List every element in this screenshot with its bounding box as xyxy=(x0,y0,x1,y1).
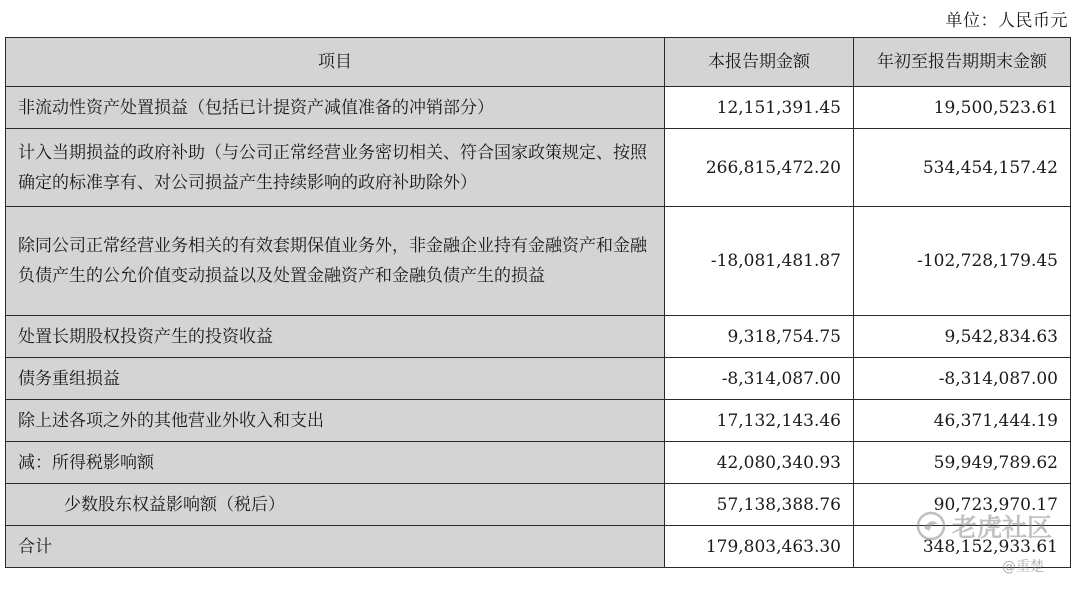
table-row xyxy=(6,207,1071,316)
table-row xyxy=(6,400,1071,442)
row-ytd: 19,500,523.61 xyxy=(854,87,1071,129)
non-recurring-items-table xyxy=(5,37,1071,568)
row-ytd: 348,152,933.61 xyxy=(854,526,1071,568)
row-current-period: -18,081,481.87 xyxy=(665,207,854,316)
row-item: 除上述各项之外的其他营业外收入和支出 xyxy=(6,400,665,442)
row-current-period: 179,803,463.30 xyxy=(665,526,854,568)
row-current-period: 42,080,340.93 xyxy=(665,442,854,484)
row-item: 减：所得税影响额 xyxy=(6,442,665,484)
row-ytd: -102,728,179.45 xyxy=(854,207,1071,316)
header-ytd: 年初至报告期期末金额 xyxy=(854,38,1071,87)
table-row xyxy=(6,484,1071,526)
row-ytd: 46,371,444.19 xyxy=(854,400,1071,442)
row-item: 计入当期损益的政府补助（与公司正常经营业务密切相关、符合国家政策规定、按照确定的标准享有、对公司损益产生持续影响的政府补助除外） xyxy=(6,129,665,207)
watermark-handle: @重楚 xyxy=(1002,559,1044,575)
row-item: 除同公司正常经营业务相关的有效套期保值业务外，非金融企业持有金融资产和金融负债产生的公允价值变动损益以及处置金融资产和金融负债产生的损益 xyxy=(6,207,665,316)
row-current-period: 12,151,391.45 xyxy=(665,87,854,129)
header-current-period: 本报告期金额 xyxy=(665,38,854,87)
watermark-brand: 老虎社区 xyxy=(951,513,1052,542)
row-ytd: -8,314,087.00 xyxy=(854,358,1071,400)
table-row-total xyxy=(6,526,1071,568)
table-header-row xyxy=(6,38,1071,87)
row-item: 债务重组损益 xyxy=(6,358,665,400)
row-ytd: 59,949,789.62 xyxy=(854,442,1071,484)
unit-label: 单位：人民币元 xyxy=(945,11,1068,31)
row-ytd: 534,454,157.42 xyxy=(854,129,1071,207)
row-ytd: 9,542,834.63 xyxy=(854,316,1071,358)
row-item: 合计 xyxy=(6,526,665,568)
table-row xyxy=(6,87,1071,129)
row-item: 少数股东权益影响额（税后） xyxy=(6,484,665,526)
row-current-period: 9,318,754.75 xyxy=(665,316,854,358)
row-ytd: 90,723,970.17 xyxy=(854,484,1071,526)
row-current-period: 17,132,143.46 xyxy=(665,400,854,442)
table-row xyxy=(6,442,1071,484)
table-row xyxy=(6,316,1071,358)
row-current-period: -8,314,087.00 xyxy=(665,358,854,400)
row-current-period: 266,815,472.20 xyxy=(665,129,854,207)
row-current-period: 57,138,388.76 xyxy=(665,484,854,526)
row-item: 处置长期股权投资产生的投资收益 xyxy=(6,316,665,358)
header-item: 项目 xyxy=(6,38,665,87)
table-row xyxy=(6,358,1071,400)
table-row xyxy=(6,129,1071,207)
row-item: 非流动性资产处置损益（包括已计提资产减值准备的冲销部分） xyxy=(6,87,665,129)
